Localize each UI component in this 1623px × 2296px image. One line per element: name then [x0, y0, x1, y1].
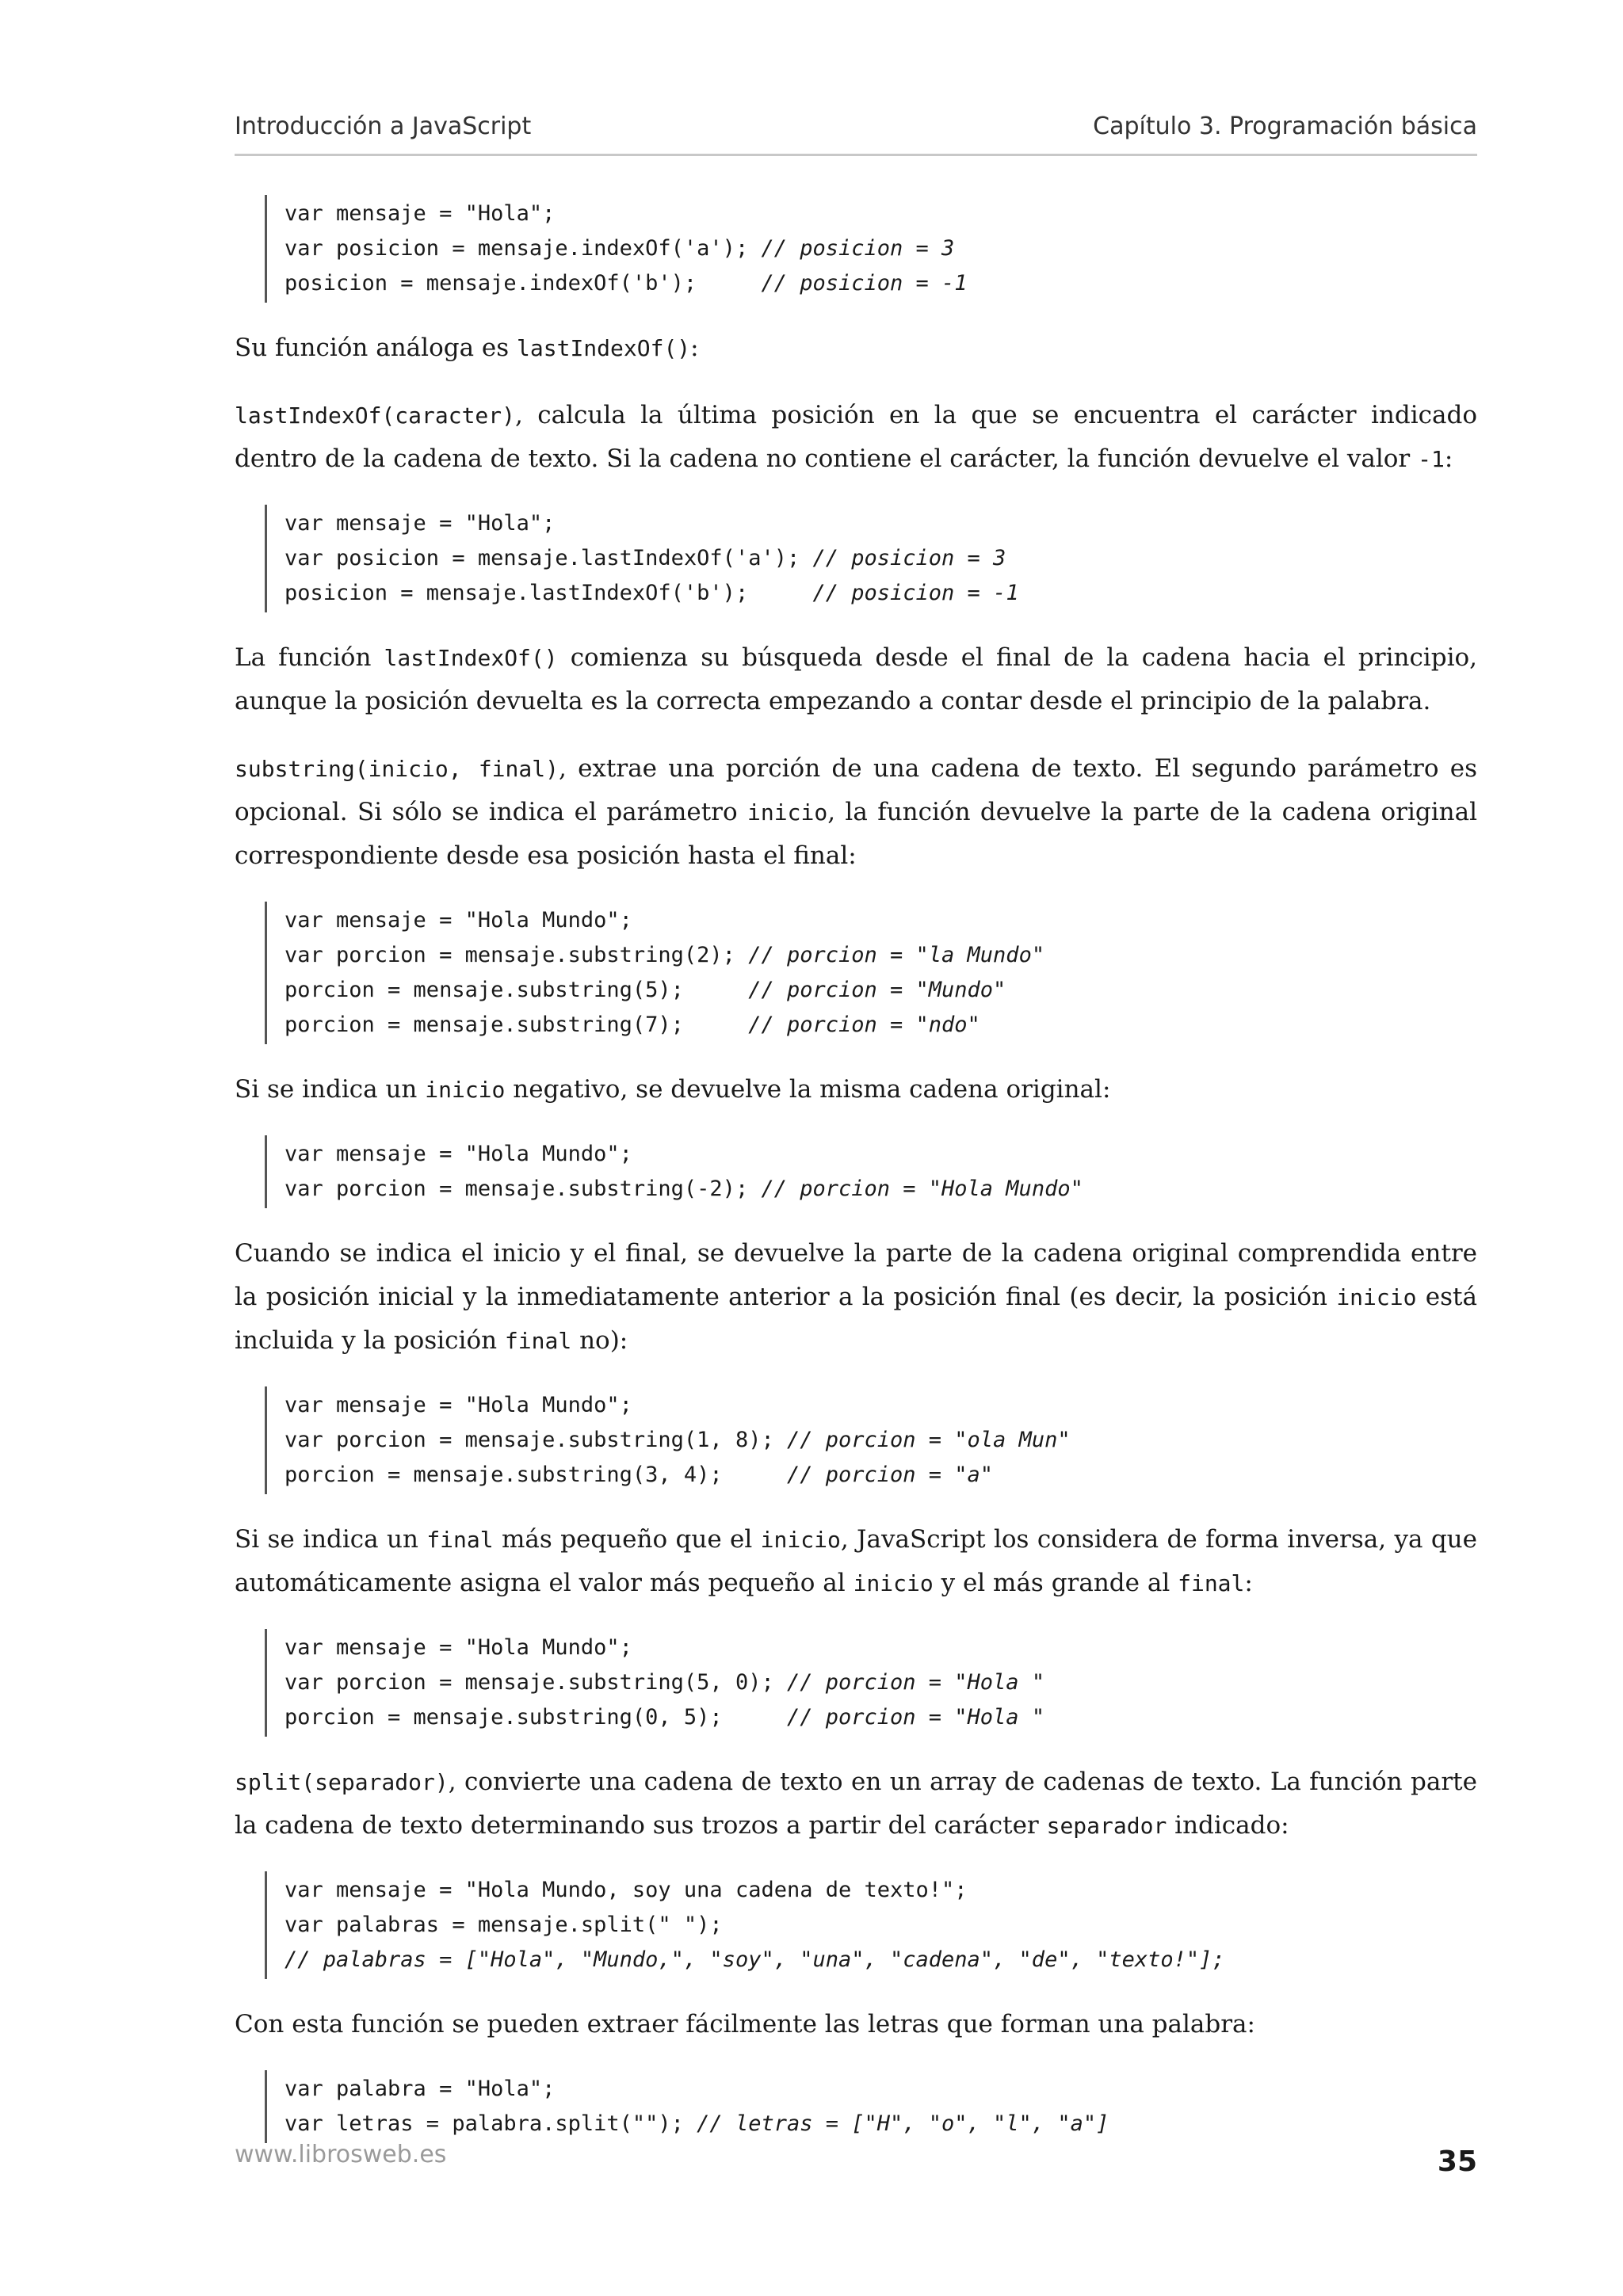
code-text: var porcion = mensaje.substring(5, 0); — [285, 1670, 787, 1695]
inline-code: inicio — [853, 1570, 934, 1596]
paragraph-text: Con esta función se pueden extraer fácilmente las letras que forman una palabra: — [235, 2010, 1255, 2039]
code-comment: // porcion = "Mundo" — [748, 978, 1006, 1002]
code-line — [285, 1137, 1477, 1172]
code-block — [265, 1135, 1477, 1208]
code-line — [285, 231, 1477, 266]
paragraph-text: : — [1444, 444, 1453, 473]
paragraph-text: Cuando se indica el inicio y el final, se devuelve la parte de la cadena original comprendida entre la posición inicial y la inmediatamente anterior a la posición final (es decir, la posición — [235, 1239, 1477, 1311]
code-block — [265, 195, 1477, 303]
paragraph-text: : — [690, 334, 699, 362]
page-number: 35 — [1437, 2145, 1477, 2178]
code-text: var letras = palabra.split(""); — [285, 2111, 697, 2136]
body-paragraph — [235, 326, 1477, 370]
body-paragraph — [235, 1068, 1477, 1112]
code-text: porcion = mensaje.substring(0, 5); — [285, 1705, 787, 1730]
code-comment: // porcion = "ndo" — [748, 1013, 980, 1037]
code-text: var palabra = "Hola"; — [285, 2077, 556, 2101]
paragraph-text: , JavaScript los considera de forma inversa, ya que automáticamente asigna el valor más pequeño al — [235, 1525, 1477, 1597]
header-chapter-title: Capítulo 3. Programación básica — [1093, 113, 1477, 140]
code-line — [285, 1630, 1477, 1665]
paragraph-text: , extrae una porción de una cadena de texto. El segundo parámetro es opcional. Si sólo se indica el parámetro — [235, 754, 1478, 826]
inline-code: lastIndexOf() — [384, 645, 558, 671]
body-paragraph — [235, 2003, 1477, 2046]
code-line — [285, 1943, 1477, 1978]
paragraph-text: , calcula la última posición en la que se encuentra el carácter indicado dentro de la cadena de texto. Si la cadena no contiene el carácter, la función devuelve el valor — [235, 401, 1477, 473]
paragraph-text: : — [1244, 1569, 1253, 1597]
header-book-title: Introducción a JavaScript — [235, 113, 532, 140]
page-header — [235, 109, 1477, 156]
inline-code: inicio — [760, 1527, 841, 1553]
code-line — [285, 1873, 1477, 1908]
inline-code: inicio — [1336, 1284, 1417, 1310]
code-comment: // palabras = ["Hola", "Mundo,", "soy", "una", "cadena", "de", "texto!"]; — [285, 1947, 1225, 1972]
page-content — [235, 184, 1477, 2154]
code-line — [285, 266, 1477, 301]
code-block — [265, 2070, 1477, 2143]
code-comment: // posicion = -1 — [761, 271, 968, 296]
code-line — [285, 1172, 1477, 1207]
code-line — [285, 1908, 1477, 1943]
code-block — [265, 1871, 1477, 1979]
code-block — [265, 505, 1477, 612]
code-comment: // porcion = "la Mundo" — [748, 943, 1045, 967]
body-paragraph — [235, 747, 1477, 878]
code-comment: // posicion = 3 — [761, 236, 955, 261]
code-text: var palabras = mensaje.split(" "); — [285, 1913, 723, 1937]
code-block — [265, 902, 1477, 1044]
inline-code: lastIndexOf() — [517, 335, 691, 361]
code-line — [285, 576, 1477, 611]
code-comment: // porcion = "Hola " — [786, 1705, 1045, 1730]
code-line — [285, 1423, 1477, 1458]
code-block — [265, 1629, 1477, 1737]
inline-code: split(separador) — [235, 1769, 449, 1795]
code-text: var mensaje = "Hola Mundo, soy una cadena de texto!"; — [285, 1878, 968, 1902]
paragraph-text: está incluida y la posición — [235, 1283, 1477, 1355]
code-comment: // posicion = 3 — [812, 546, 1006, 570]
code-comment: // porcion = "a" — [786, 1463, 994, 1487]
code-comment: // porcion = "ola Mun" — [786, 1428, 1071, 1452]
inline-code: lastIndexOf(caracter) — [235, 402, 516, 429]
code-comment: // porcion = "Hola " — [786, 1670, 1045, 1695]
code-comment: // letras = ["H", "o", "l", "a"] — [697, 2111, 1109, 2136]
body-paragraph — [235, 1232, 1477, 1363]
paragraph-text: , convierte una cadena de texto en un array de cadenas de texto. La función parte la cadena de texto determinando sus trozos a partir del carácter — [235, 1768, 1477, 1840]
code-line — [285, 973, 1477, 1008]
code-line — [285, 1665, 1477, 1700]
inline-code: separador — [1046, 1813, 1167, 1839]
inline-code: -1 — [1418, 446, 1445, 472]
paragraph-text: Si se indica un — [235, 1075, 426, 1104]
body-paragraph — [235, 394, 1477, 481]
inline-code: final — [1178, 1570, 1245, 1596]
code-text: var mensaje = "Hola"; — [285, 511, 556, 536]
code-line — [285, 1388, 1477, 1423]
code-text: var mensaje = "Hola Mundo"; — [285, 908, 632, 933]
code-text: var posicion = mensaje.indexOf('a'); — [285, 236, 762, 261]
code-text: posicion = mensaje.lastIndexOf('b'); — [285, 581, 813, 605]
code-line — [285, 541, 1477, 576]
code-text: porcion = mensaje.substring(7); — [285, 1013, 749, 1037]
document-page — [235, 0, 1477, 2296]
paragraph-text: Si se indica un — [235, 1525, 427, 1554]
code-text: porcion = mensaje.substring(5); — [285, 978, 749, 1002]
paragraph-text: , la función devuelve la parte de la cadena original correspondiente desde esa posición hasta el final: — [235, 798, 1478, 870]
code-line — [285, 1008, 1477, 1043]
code-line — [285, 2072, 1477, 2107]
code-comment: // porcion = "Hola Mundo" — [761, 1177, 1083, 1201]
body-paragraph — [235, 1518, 1477, 1605]
paragraph-text: Su función análoga es — [235, 334, 517, 362]
code-line — [285, 196, 1477, 231]
code-line — [285, 903, 1477, 938]
paragraph-text: negativo, se devuelve la misma cadena original: — [505, 1075, 1111, 1104]
code-line — [285, 2107, 1477, 2142]
code-text: porcion = mensaje.substring(3, 4); — [285, 1463, 787, 1487]
inline-code: inicio — [747, 799, 828, 826]
code-text: var mensaje = "Hola Mundo"; — [285, 1142, 632, 1166]
paragraph-text: más pequeño que el — [493, 1525, 761, 1554]
code-text: var posicion = mensaje.lastIndexOf('a'); — [285, 546, 813, 570]
code-line — [285, 1700, 1477, 1735]
paragraph-text: comienza su búsqueda desde el final de la cadena hacia el principio, aunque la posición devuelta es la correcta empezando a contar desde el principio de la palabra. — [235, 643, 1477, 715]
code-text: posicion = mensaje.indexOf('b'); — [285, 271, 762, 296]
code-line — [285, 938, 1477, 973]
inline-code: substring(inicio, final) — [235, 756, 559, 782]
code-text: var porcion = mensaje.substring(2); — [285, 943, 749, 967]
inline-code: final — [426, 1527, 494, 1553]
paragraph-text: La función — [235, 643, 384, 672]
inline-code: inicio — [425, 1077, 506, 1103]
paragraph-text: y el más grande al — [933, 1569, 1178, 1597]
code-text: var porcion = mensaje.substring(1, 8); — [285, 1428, 787, 1452]
footer-site-link[interactable]: www.librosweb.es — [235, 2141, 447, 2168]
code-block — [265, 1386, 1477, 1494]
body-paragraph — [235, 1760, 1477, 1848]
code-text: var mensaje = "Hola"; — [285, 201, 556, 226]
code-text: var mensaje = "Hola Mundo"; — [285, 1635, 632, 1660]
paragraph-text: no): — [571, 1326, 628, 1355]
code-text: var mensaje = "Hola Mundo"; — [285, 1393, 632, 1417]
code-comment: // posicion = -1 — [812, 581, 1019, 605]
code-line — [285, 1458, 1477, 1493]
paragraph-text: indicado: — [1167, 1811, 1289, 1840]
inline-code: final — [504, 1328, 572, 1354]
code-line — [285, 506, 1477, 541]
body-paragraph — [235, 636, 1477, 723]
code-text: var porcion = mensaje.substring(-2); — [285, 1177, 762, 1201]
